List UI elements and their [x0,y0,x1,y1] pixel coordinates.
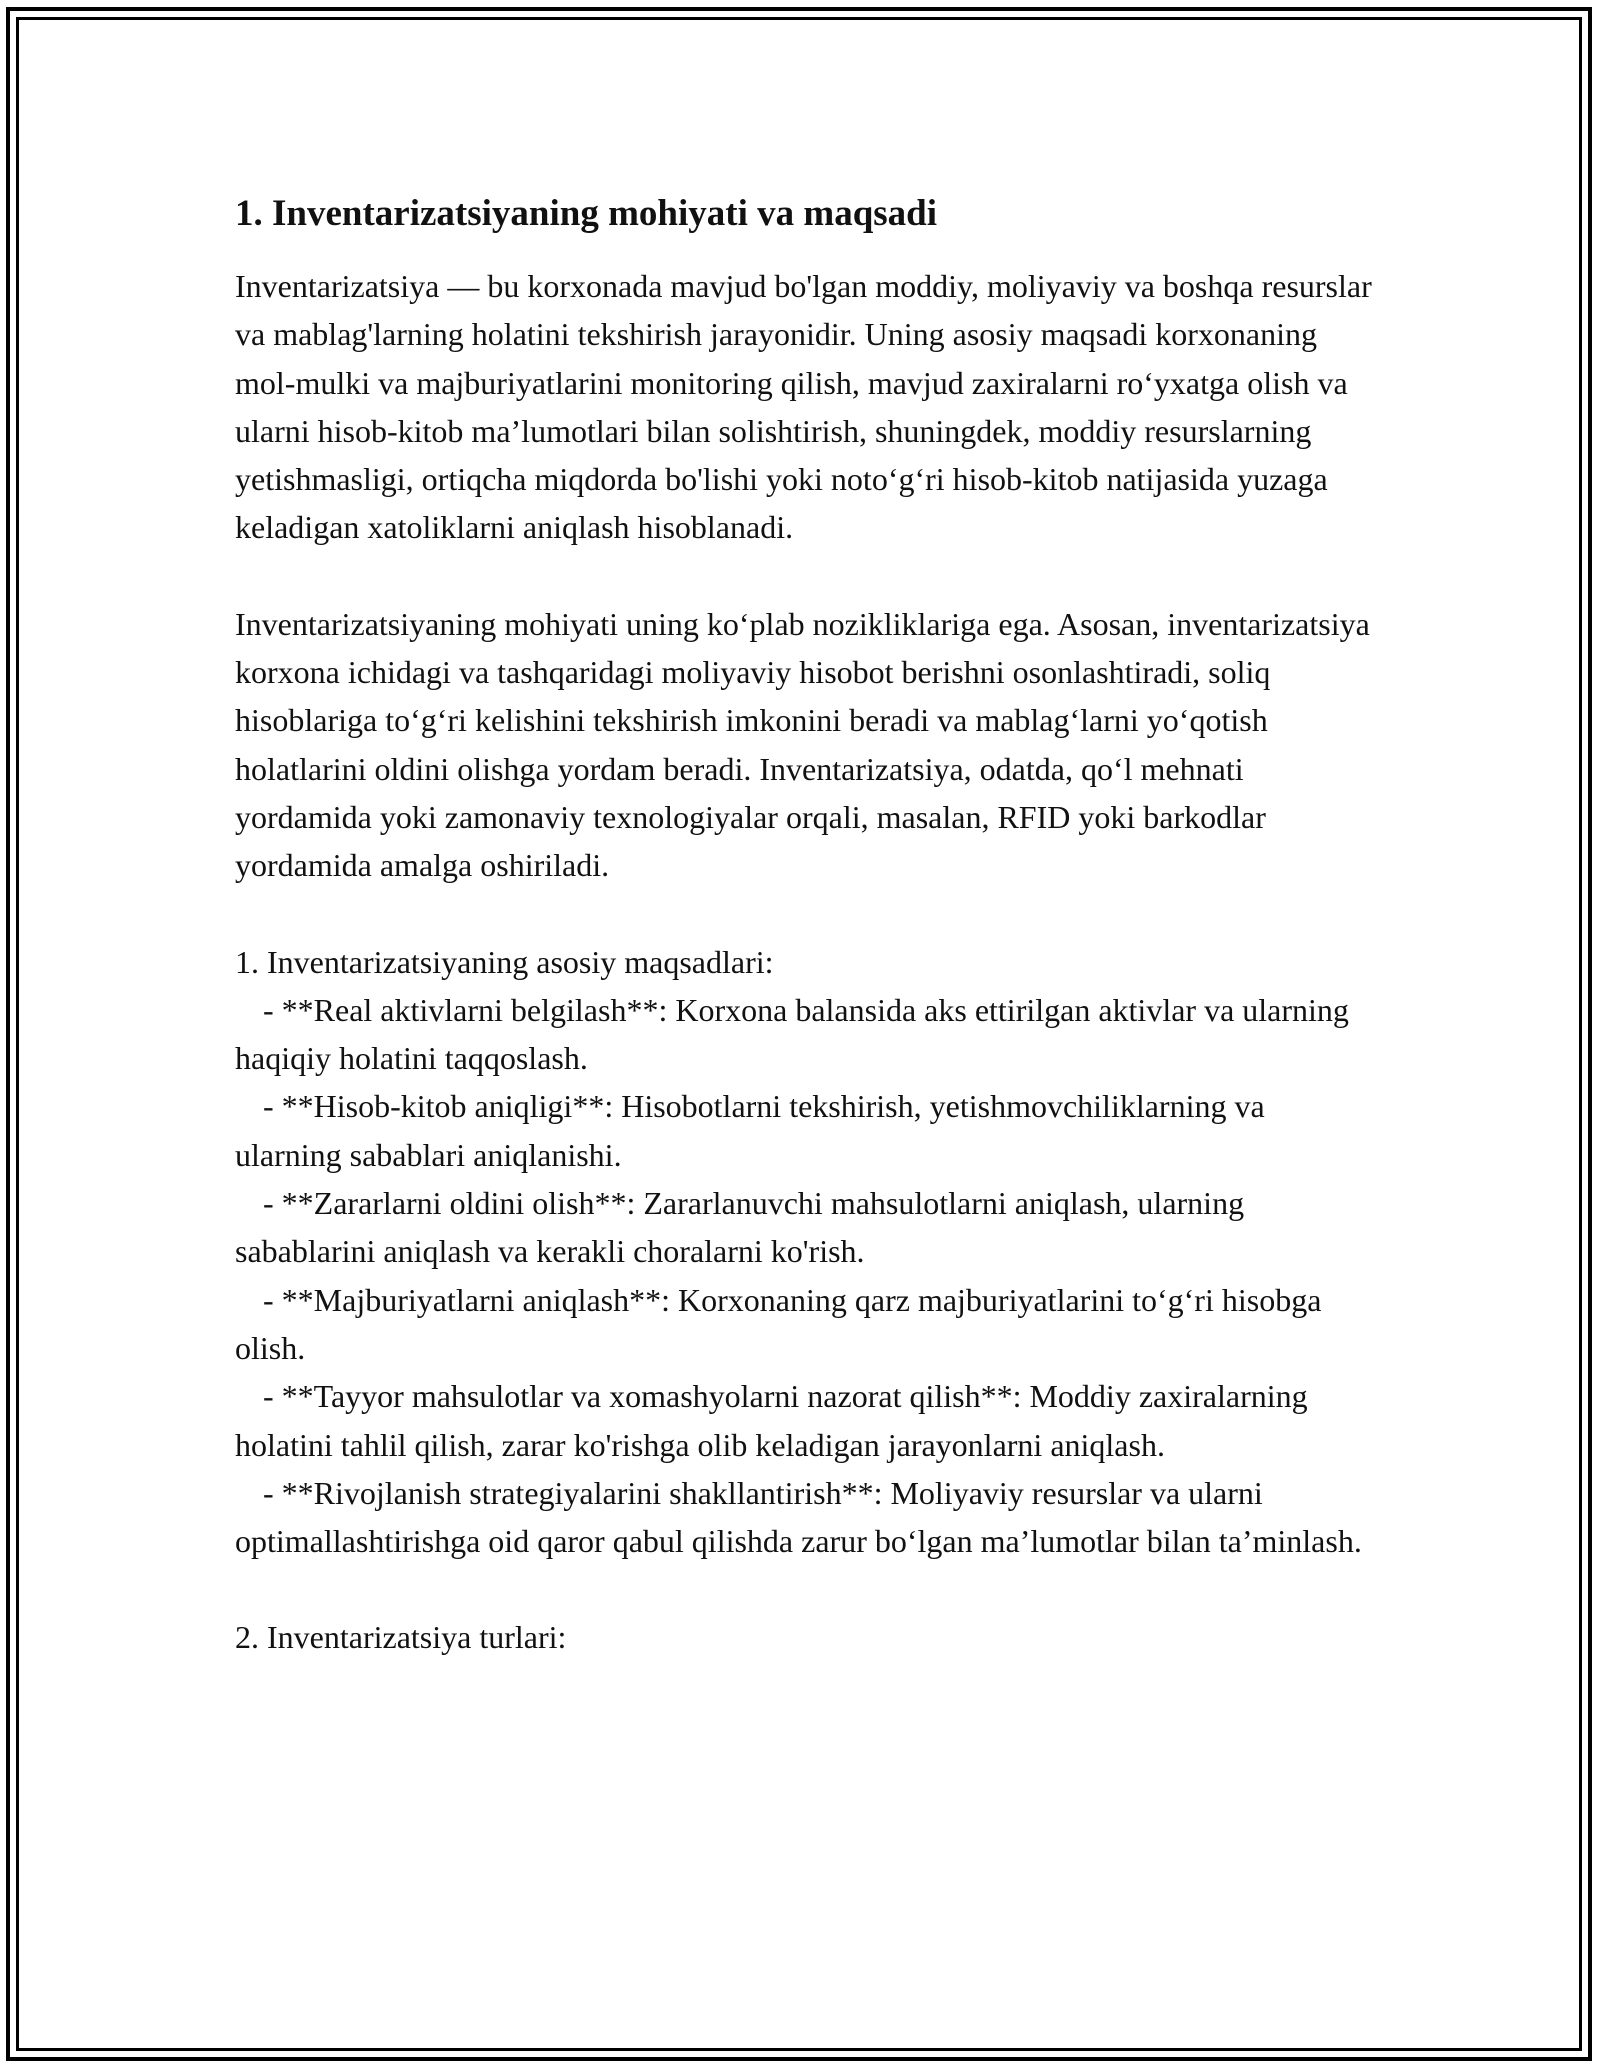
list-item-text: - **Real aktivlarni belgilash**: Korxona balansida aks ettirilgan aktivlar va ularning haqiqiy holatini taqqoslash. [235,991,1349,1077]
list-item [235,1372,1375,1469]
types-heading: 2. Inventarizatsiya turlari: [235,1619,567,1656]
list-item [235,1179,1375,1276]
list-item-text: - **Rivojlanish strategiyalarini shakllantirish**: Moliyaviy resurslar va ularni optimallashtirishga oid qaror qabul qilishda zarur bo‘lgan ma’lumotlar bilan ta’minlash. [235,1474,1362,1560]
list-item [235,1082,1375,1179]
list-item-text: - **Zararlarni oldini olish**: Zararlanuvchi mahsulotlarni aniqlash, ularning sabablarini aniqlash va kerakli choralarni ko'rish. [235,1185,1245,1270]
list-item [235,986,1375,1083]
list-item-text: - **Tayyor mahsulotlar va xomashyolarni nazorat qilish**: Moddiy zaxiralarning holatini tahlil qilish, zarar ko'rishga olib keladigan jarayonlarni aniqlash. [235,1378,1308,1463]
list-item-text: - **Hisob-kitob aniqligi**: Hisobotlarni tekshirish, yetishmovchiliklarning va ularning sabablari aniqlanishi. [235,1088,1265,1173]
document-body [235,188,1375,1662]
goals-list [235,938,1375,1566]
paragraph-definition: Inventarizatsiya — bu korxonada mavjud bo'lgan moddiy, moliyaviy va boshqa resurslar va mablag'larning holatini tekshirish jarayonidir. Uning asosiy maqsadi korxonaning mol-mulki va majburiyatlarini monitoring qilish, mavjud zaxiralarni ro‘yxatga olish va ularni hisob-kitob ma’lumotlari bilan solishtirish, shuningdek, moddiy resurslarning yetishmasligi, ortiqcha miqdorda bo'lishi yoki noto‘g‘ri hisob-kitob natijasida yuzaga keladigan xatoliklarni aniqlash hisoblanadi. [235,268,1372,546]
list-item [235,1276,1375,1373]
list-item [235,1469,1375,1566]
list-item-text: - **Majburiyatlarni aniqlash**: Korxonaning qarz majburiyatlarini to‘g‘ri hisobga olish. [235,1281,1322,1366]
paragraph-essence: Inventarizatsiyaning mohiyati uning ko‘plab nozikliklariga ega. Asosan, inventarizatsiya korxona ichidagi va tashqaridagi moliyaviy hisobot berishni osonlashtiradi, soliq hisoblariga to‘g‘ri kelishini tekshirish imkonini beradi va mablag‘larni yo‘qotish holatlarini oldini olishga yordam beradi. Inventarizatsiya, odatda, qo‘l mehnati yordamida yoki zamonaviy texnologiyalar orqali, masalan, RFID yoki barkodlar yordamida amalga oshiriladi. [235,605,1370,884]
goals-list-title: 1. Inventarizatsiyaning asosiy maqsadlari: [235,943,774,980]
section-heading: 1. Inventarizatsiyaning mohiyati va maqsadi [235,193,938,234]
